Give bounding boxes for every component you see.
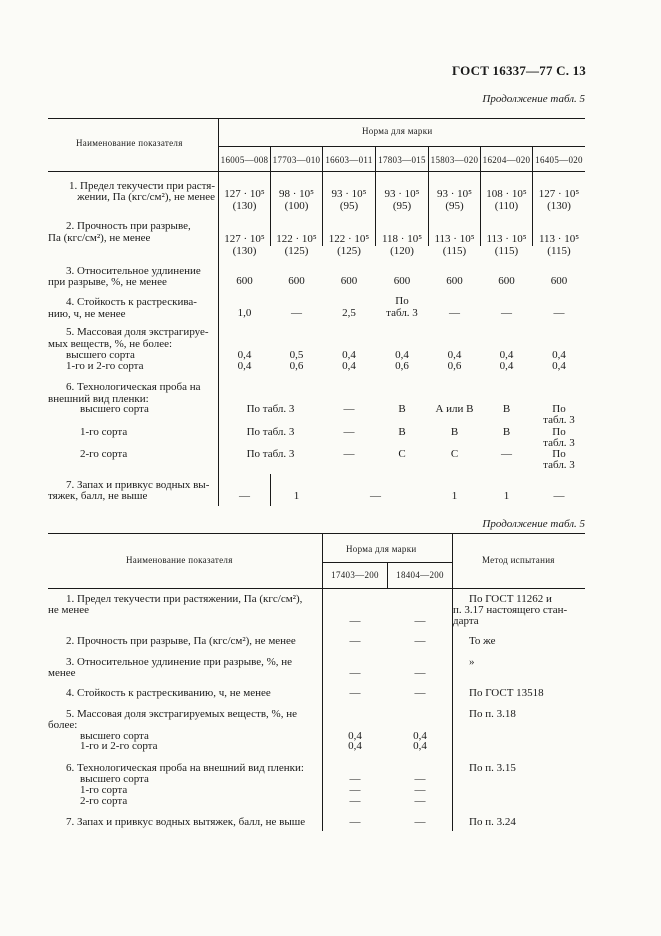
cell-value: По [552, 426, 566, 438]
row-name: 1. Предел текучести при растяжении, Па (кгс/см²), [66, 593, 303, 605]
cell-value: 0,4 [413, 740, 427, 752]
cell-value: По табл. 3 [246, 403, 295, 415]
method-value: По п. 3.24 [469, 816, 516, 828]
cell-value: — [343, 426, 355, 438]
cell-value: 0,4 [237, 349, 252, 361]
row-name: высшего сорта [80, 403, 149, 415]
method-value: дарта [453, 615, 479, 627]
row-name: жении, Па (кгс/см²), не менее [77, 191, 215, 203]
row-name: 2. Прочность при разрыве, Па (кгс/см²), не менее [66, 635, 296, 647]
cell-value: — [501, 307, 512, 319]
cell-value: табл. 3 [543, 414, 575, 426]
cell-value: 600 [393, 275, 411, 287]
cell-value: 98 · 10⁵ [279, 188, 314, 200]
row-name: 2-го сорта [80, 795, 128, 807]
cell-value: — [239, 490, 250, 502]
cell-value: В [398, 426, 406, 438]
cell-value: 600 [340, 275, 358, 287]
row-name: не менее [48, 604, 90, 616]
cell-value: — [349, 635, 361, 647]
cell-value: 108 · 10⁵ [486, 188, 527, 200]
cell-value: 0,4 [499, 360, 514, 372]
cell-value: — [414, 615, 426, 627]
col-header-name: Наименование показателя [126, 555, 233, 565]
method-value: По п. 3.15 [469, 762, 516, 774]
row-name: 2-го сорта [80, 448, 128, 460]
cell-value: 1 [293, 490, 300, 502]
row-name: менее [48, 667, 76, 679]
cell-value: 600 [550, 275, 568, 287]
cell-value: — [291, 307, 302, 319]
cell-value: 0,4 [552, 349, 566, 361]
row-name: высшего сорта [80, 730, 149, 742]
row-name: внешний вид пленки: [48, 393, 149, 405]
cell-value: 600 [236, 275, 253, 287]
cell-value: 0,4 [395, 349, 409, 361]
cell-value: 1 [451, 490, 458, 502]
cell-value: По табл. 3 [246, 448, 295, 460]
grade-header: 16405—020 [535, 155, 583, 165]
row-name: мых веществ, %, не более: [48, 338, 173, 350]
col-header-name: Наименование показателя [76, 138, 183, 148]
method-value: По ГОСТ 13518 [469, 687, 544, 699]
cell-value: — [343, 403, 355, 415]
cell-value: (115) [547, 245, 571, 257]
cell-value: 113 · 10⁵ [538, 233, 580, 245]
cell-value: — [349, 687, 361, 699]
cell-value: (95) [445, 200, 464, 212]
cell-value: (95) [339, 200, 359, 212]
grade-header: 17703—010 [272, 155, 321, 165]
cell-value: — [449, 307, 460, 319]
cell-value: 1,0 [237, 307, 252, 319]
cell-value: (120) [390, 245, 414, 257]
cell-value: 0,5 [289, 349, 304, 361]
cell-value: (130) [547, 200, 571, 212]
cell-value: — [349, 667, 361, 679]
cell-value: По табл. 3 [246, 426, 295, 438]
row-name: 6. Технологическая проба на [66, 381, 201, 393]
method-value: По п. 3.18 [469, 708, 516, 720]
cell-value: По [395, 295, 409, 307]
row-name: нию, ч, не менее [48, 308, 126, 320]
cell-value: — [414, 773, 426, 785]
cell-value: В [398, 403, 406, 415]
cell-value: 1 [503, 490, 510, 502]
grade-header: 17403—200 [331, 570, 379, 580]
cell-value: — [349, 816, 361, 828]
row-name: тяжек, балл, не выше [48, 490, 148, 502]
cell-value: С [450, 448, 459, 460]
row-name: Па (кгс/см²), не менее [48, 232, 151, 244]
row-name: 5. Массовая доля экстрагируемых веществ, %, не [66, 708, 297, 720]
grade-header: 16204—020 [482, 155, 531, 165]
cell-value: 0,4 [342, 360, 356, 372]
group-header: Норма для марки [362, 126, 433, 136]
cell-value: 113 · 10⁵ [486, 233, 527, 245]
cell-value: В [502, 426, 511, 438]
cell-value: 0,4 [413, 730, 427, 742]
cell-value: По [552, 403, 566, 415]
row-name: 5. Массовая доля экстрагируе- [66, 326, 209, 338]
cell-value: 0,4 [447, 349, 462, 361]
cell-value: В [502, 403, 511, 415]
cell-value: — [553, 490, 565, 502]
cell-value: 127 · 10⁵ [224, 188, 265, 200]
cell-value: (95) [392, 200, 412, 212]
cell-value: 0,4 [499, 349, 514, 361]
cell-value: табл. 3 [543, 437, 575, 449]
row-name: 4. Стойкость к растрескива- [66, 296, 197, 308]
cell-value: 127 · 10⁵ [538, 188, 580, 200]
grade-header: 16005—008 [220, 155, 269, 165]
method-value: То же [469, 635, 496, 647]
cell-value: А или В [435, 403, 474, 415]
cell-value: (115) [442, 245, 467, 257]
row-name: 1-го и 2-го сорта [66, 360, 144, 372]
cell-value: 600 [446, 275, 463, 287]
cell-value: — [349, 773, 361, 785]
method-value: » [469, 656, 475, 668]
cell-value: — [370, 490, 381, 502]
cell-value: (130) [232, 200, 257, 212]
cell-value: — [414, 784, 426, 796]
cell-value: — [414, 687, 426, 699]
cell-value: 600 [498, 275, 515, 287]
grade-header: 18404—200 [396, 570, 444, 580]
method-value: По ГОСТ 11262 и [469, 593, 552, 605]
row-name: 3. Относительное удлинение при разрыве, %, не [66, 656, 293, 668]
cell-value: — [349, 795, 361, 807]
row-name: 7. Запах и привкус водных вы- [66, 479, 210, 491]
cell-value: — [343, 448, 355, 460]
cell-value: 600 [288, 275, 305, 287]
cell-value: — [501, 448, 512, 460]
cell-value: — [349, 784, 361, 796]
cell-value: — [553, 307, 565, 319]
row-name: 3. Относительное удлинение [66, 265, 201, 277]
cell-value: 93 · 10⁵ [384, 188, 420, 200]
grade-header: 15803—020 [430, 155, 479, 165]
cell-value: 113 · 10⁵ [434, 233, 475, 245]
cell-value: 0,4 [348, 740, 362, 752]
group-header: Норма для марки [346, 544, 417, 554]
cell-value: 0,4 [342, 349, 356, 361]
cell-value: — [414, 816, 426, 828]
row-name: высшего сорта [66, 349, 135, 361]
cell-value: 122 · 10⁵ [276, 233, 317, 245]
cell-value: 118 · 10⁵ [381, 233, 423, 245]
page-header: ГОСТ 16337—77 С. 13 [452, 63, 586, 78]
cell-value: — [414, 795, 426, 807]
cell-value: 0,4 [552, 360, 566, 372]
row-name: 7. Запах и привкус водных вытяжек, балл, не выше [66, 816, 306, 828]
grade-header: 16603—011 [325, 155, 373, 165]
cell-value: По [552, 448, 566, 460]
cell-value: (125) [284, 245, 309, 257]
continuation-label: Продолжение табл. 5 [482, 93, 585, 105]
method-value: п. 3.17 настоящего стан- [453, 604, 568, 616]
cell-value: 0,4 [348, 730, 362, 742]
cell-value: — [349, 615, 361, 627]
method-header: Метод испытания [482, 555, 555, 565]
cell-value: (130) [232, 245, 257, 257]
cell-value: В [450, 426, 459, 438]
row-name: 1-го и 2-го сорта [80, 740, 158, 752]
cell-value: 122 · 10⁵ [328, 233, 370, 245]
continuation-label: Продолжение табл. 5 [482, 518, 585, 530]
row-name: при разрыве, %, не менее [48, 276, 167, 288]
cell-value: 0,6 [395, 360, 409, 372]
row-name: 1. Предел текучести при растя- [69, 180, 215, 192]
row-name: 1-го сорта [80, 426, 128, 438]
cell-value: табл. 3 [543, 459, 575, 471]
cell-value: С [398, 448, 406, 460]
row-name: 6. Технологическая проба на внешний вид пленки: [66, 762, 304, 774]
cell-value: 93 · 10⁵ [437, 188, 472, 200]
row-name: 4. Стойкость к растрескиванию, ч, не менее [66, 687, 271, 699]
cell-value: 127 · 10⁵ [224, 233, 265, 245]
cell-value: (115) [494, 245, 519, 257]
cell-value: 0,6 [289, 360, 304, 372]
cell-value: 2,5 [342, 307, 356, 319]
row-name: высшего сорта [80, 773, 149, 785]
row-name: 2. Прочность при разрыве, [66, 220, 191, 232]
cell-value: 0,6 [447, 360, 462, 372]
cell-value: 93 · 10⁵ [331, 188, 367, 200]
cell-value: (100) [284, 200, 309, 212]
cell-value: (110) [494, 200, 519, 212]
cell-value: (125) [337, 245, 361, 257]
row-name: 1-го сорта [80, 784, 128, 796]
row-name: более: [48, 719, 78, 731]
grade-header: 17803—015 [378, 155, 426, 165]
cell-value: табл. 3 [386, 307, 418, 319]
cell-value: 0,4 [237, 360, 252, 372]
cell-value: — [414, 667, 426, 679]
cell-value: — [414, 635, 426, 647]
